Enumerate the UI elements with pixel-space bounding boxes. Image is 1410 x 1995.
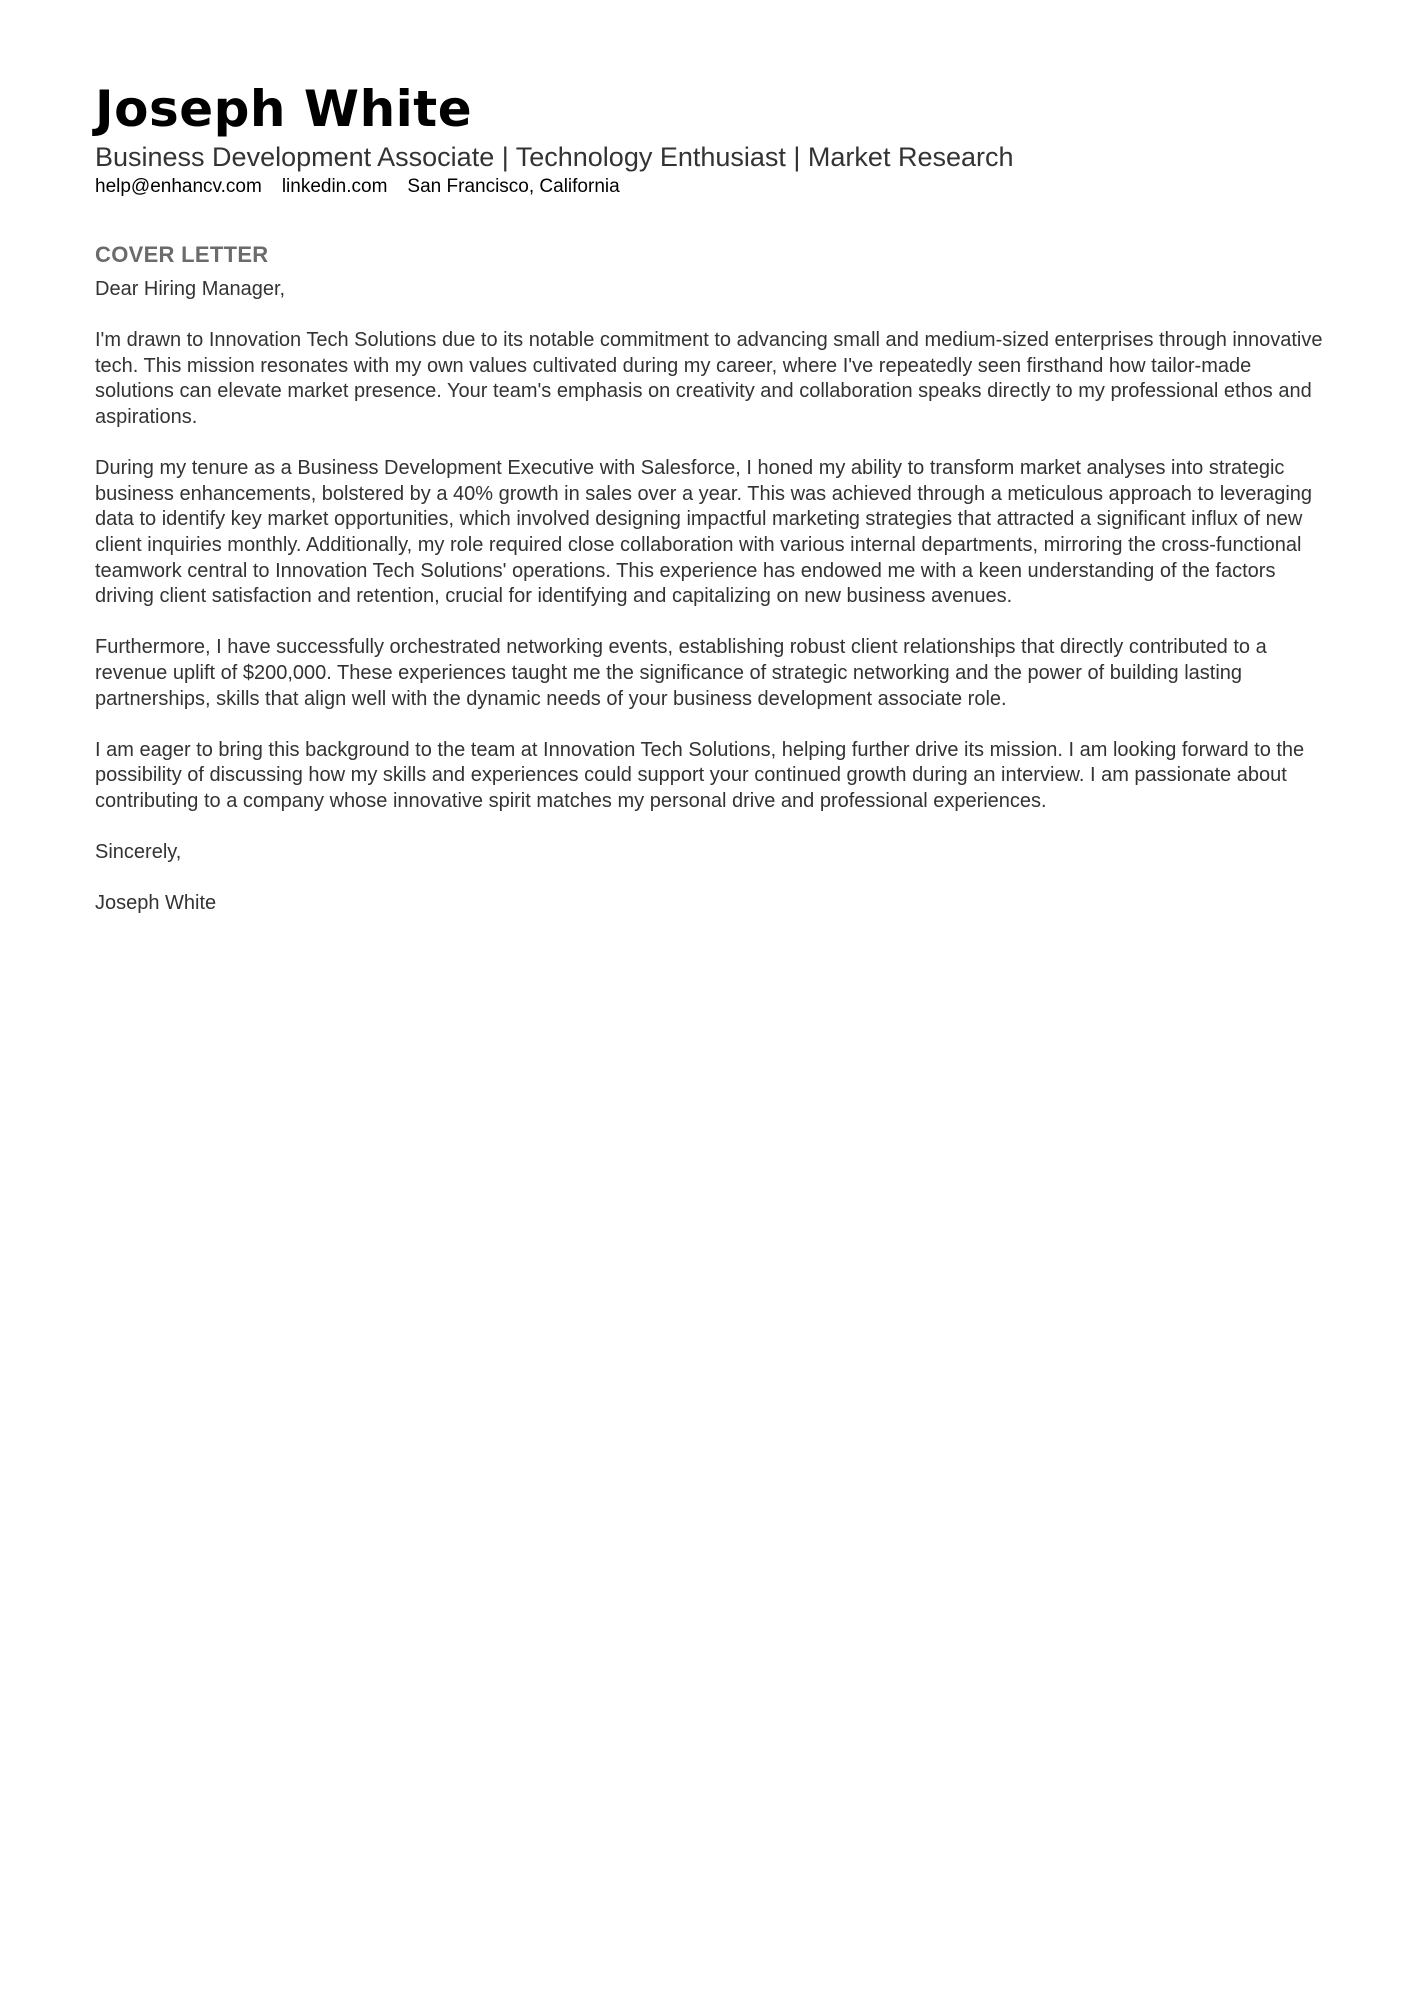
- letter-closing: Sincerely,: [95, 841, 182, 864]
- candidate-name: Joseph White: [95, 80, 473, 138]
- letter-paragraph-2: During my tenure as a Business Development Executive with Salesforce, I honed my ability to transform market analyses into strategic business enhancements, bolstered by a 40% growth in sales over a year. This was achieved through a meticulous approach to leveraging data to identify key market opportunities, which involved designing impactful marketing strategies that attracted a significant influx of new client inquiries monthly. Additionally, my role required close collaboration with various internal departments, mirroring the cross-functional teamwork central to Innovation Tech Solutions' operations. This experience has endowed me with a keen understanding of the factors driving client satisfaction and retention, crucial for identifying and capitalizing on new business avenues.: [95, 457, 1313, 608]
- cover-letter-page: [95, 78, 1325, 917]
- letter-paragraph-3: Furthermore, I have successfully orchestrated networking events, establishing robust client relationships that directly contributed to a revenue uplift of $200,000. These experiences taught me the significance of strategic networking and the power of building lasting partnerships, skills that align well with the dynamic needs of your business development associate role.: [95, 636, 1267, 710]
- letter-paragraph-1: I'm drawn to Innovation Tech Solutions due to its notable commitment to advancing small and medium-sized enterprises through innovative tech. This mission resonates with my own values cultivated during my career, where I've repeatedly seen firsthand how tailor-made solutions can elevate market presence. Your team's emphasis on creativity and collaboration speaks directly to my professional ethos and aspirations.: [95, 329, 1323, 428]
- contact-email[interactable]: help@enhancv.com: [95, 176, 262, 197]
- letter-body: [95, 277, 1325, 917]
- contact-info: [95, 174, 1325, 200]
- letter-paragraph-4: I am eager to bring this background to the team at Innovation Tech Solutions, helping further drive its mission. I am looking forward to the possibility of discussing how my skills and experiences could support your continued growth during an interview. I am passionate about contributing to a company whose innovative spirit matches my personal drive and professional experiences.: [95, 738, 1305, 812]
- letter-greeting: Dear Hiring Manager,: [95, 278, 286, 300]
- letter-signature: Joseph White: [95, 892, 217, 915]
- contact-location: San Francisco, California: [407, 176, 620, 197]
- section-title: COVER LETTER: [95, 242, 269, 267]
- contact-linkedin[interactable]: linkedin.com: [281, 176, 388, 197]
- candidate-headline: Business Development Associate | Technology Enthusiast | Market Research: [95, 142, 1014, 172]
